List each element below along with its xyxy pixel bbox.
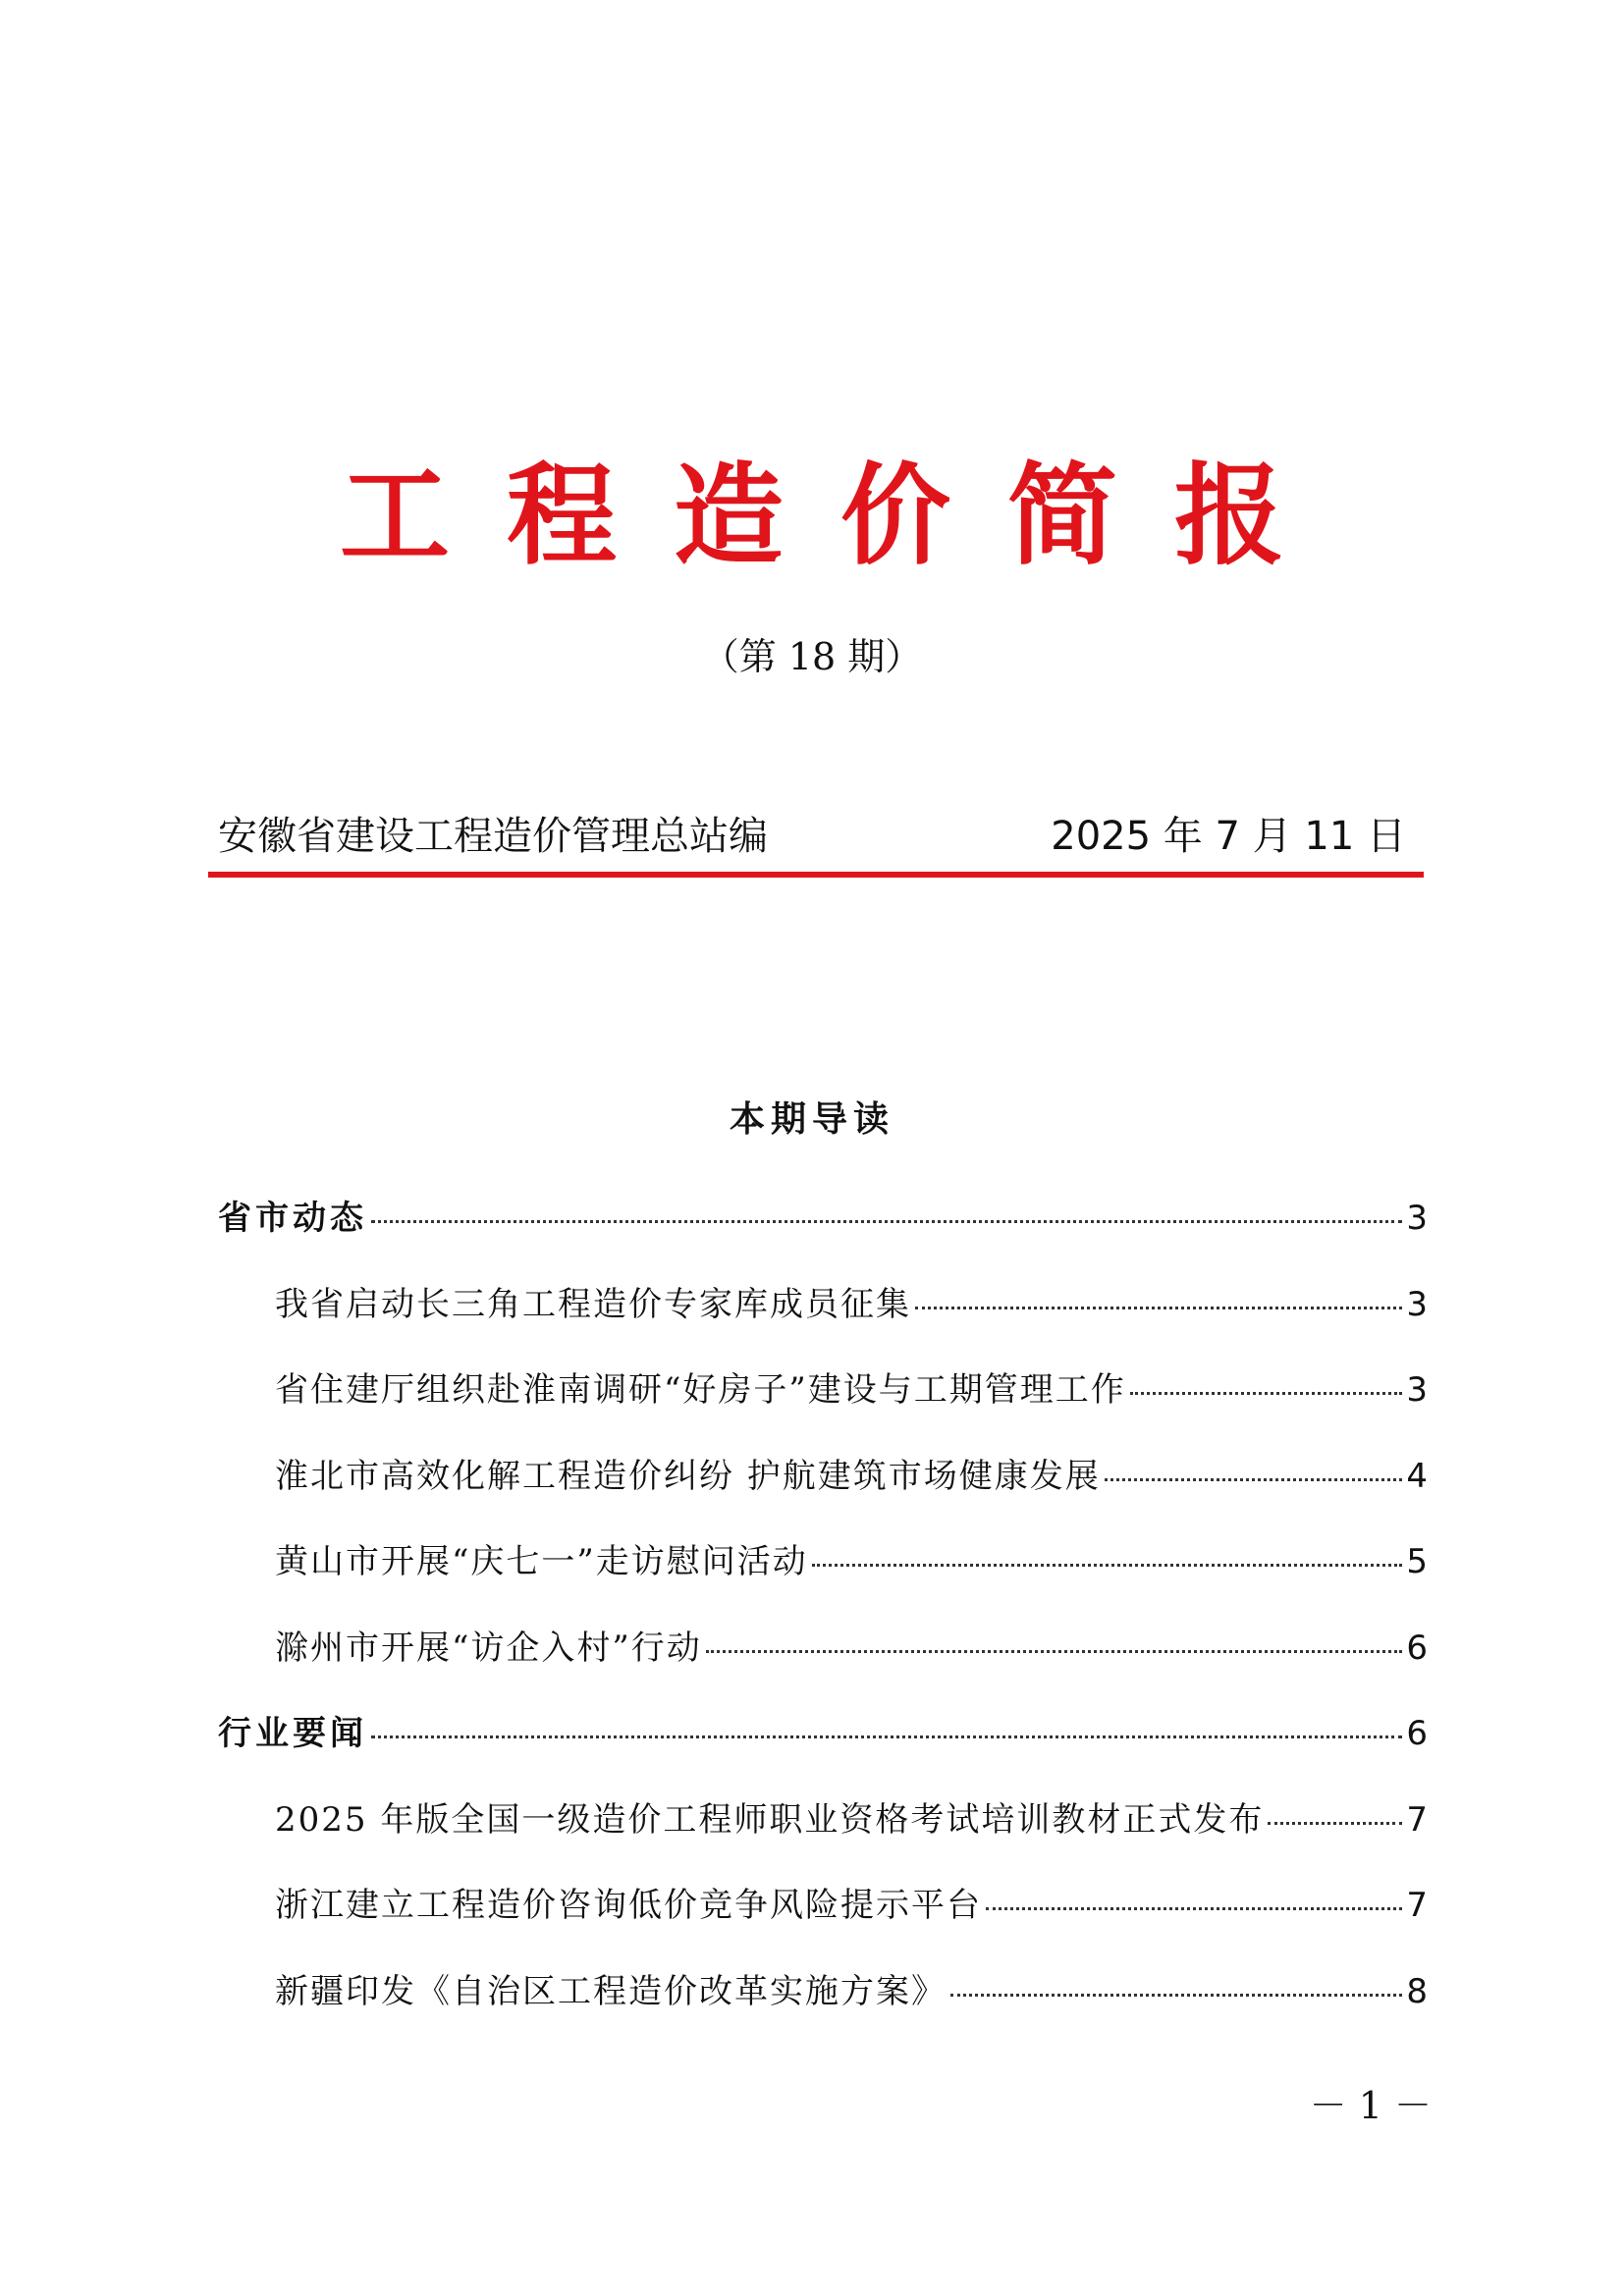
dot-leader — [1268, 1822, 1402, 1825]
dot-leader — [1130, 1392, 1403, 1395]
editor-line: 安徽省建设工程造价管理总站编 — [218, 814, 768, 859]
table-of-contents — [218, 1201, 1428, 2060]
toc-entry-page: 3 — [1406, 1284, 1428, 1324]
toc-entry-label: 2025 年版全国一级造价工程师职业资格考试培训教材正式发布 — [275, 1799, 1265, 1840]
toc-entry-label: 淮北市高效化解工程造价纠纷 护航建筑市场健康发展 — [275, 1456, 1101, 1496]
dot-leader — [1105, 1478, 1403, 1481]
dot-leader — [812, 1564, 1403, 1567]
toc-section-industry[interactable] — [218, 1714, 1428, 1803]
dot-leader — [371, 1220, 1402, 1223]
toc-entry-label: 黄山市开展“庆七一”走访慰问活动 — [275, 1542, 808, 1581]
issue-number: （第 18 期） — [701, 635, 923, 678]
dot-leader — [950, 1994, 1402, 1997]
toc-entry-label: 行业要闻 — [218, 1714, 367, 1753]
bulletin-title: 工程造价简报 — [340, 452, 1341, 580]
toc-item[interactable] — [218, 1370, 1428, 1460]
toc-entry-page: 4 — [1406, 1456, 1428, 1496]
red-divider — [208, 872, 1424, 878]
toc-entry-label: 滁州市开展“访企入村”行动 — [275, 1628, 702, 1668]
toc-entry-page: 7 — [1406, 1886, 1428, 1925]
toc-entry-label: 省住建厅组织赴淮南调研“好房子”建设与工期管理工作 — [275, 1370, 1126, 1410]
toc-entry-page: 3 — [1406, 1199, 1428, 1238]
toc-entry-page: 5 — [1406, 1542, 1428, 1581]
toc-item[interactable] — [218, 1799, 1428, 1890]
toc-entry-page: 6 — [1406, 1628, 1428, 1668]
toc-entry-label: 新疆印发《自治区工程造价改革实施方案》 — [275, 1971, 947, 2011]
dot-leader — [371, 1735, 1402, 1738]
toc-entry-page: 7 — [1406, 1799, 1428, 1840]
toc-entry-page: 3 — [1406, 1370, 1428, 1410]
toc-item[interactable] — [218, 1284, 1428, 1374]
toc-item[interactable] — [218, 1886, 1428, 1975]
toc-item[interactable] — [218, 1542, 1428, 1631]
toc-section-provincial[interactable] — [218, 1201, 1428, 1288]
toc-entry-label: 浙江建立工程造价咨询低价竞争风险提示平台 — [275, 1886, 982, 1925]
page-number: － 1 － — [1309, 2084, 1432, 2127]
publish-date: 2025 年 7 月 11 日 — [1051, 814, 1406, 859]
toc-heading: 本期导读 — [729, 1098, 894, 1140]
dot-leader — [986, 1907, 1402, 1910]
toc-entry-label: 我省启动长三角工程造价专家库成员征集 — [275, 1284, 911, 1324]
dot-leader — [915, 1307, 1402, 1309]
toc-item[interactable] — [218, 1456, 1428, 1546]
toc-item[interactable] — [218, 1628, 1428, 1718]
toc-item[interactable] — [218, 1971, 1428, 2061]
toc-entry-label: 省市动态 — [218, 1199, 367, 1238]
toc-entry-page: 6 — [1406, 1714, 1428, 1753]
toc-entry-page: 8 — [1406, 1971, 1428, 2011]
dot-leader — [706, 1650, 1403, 1653]
